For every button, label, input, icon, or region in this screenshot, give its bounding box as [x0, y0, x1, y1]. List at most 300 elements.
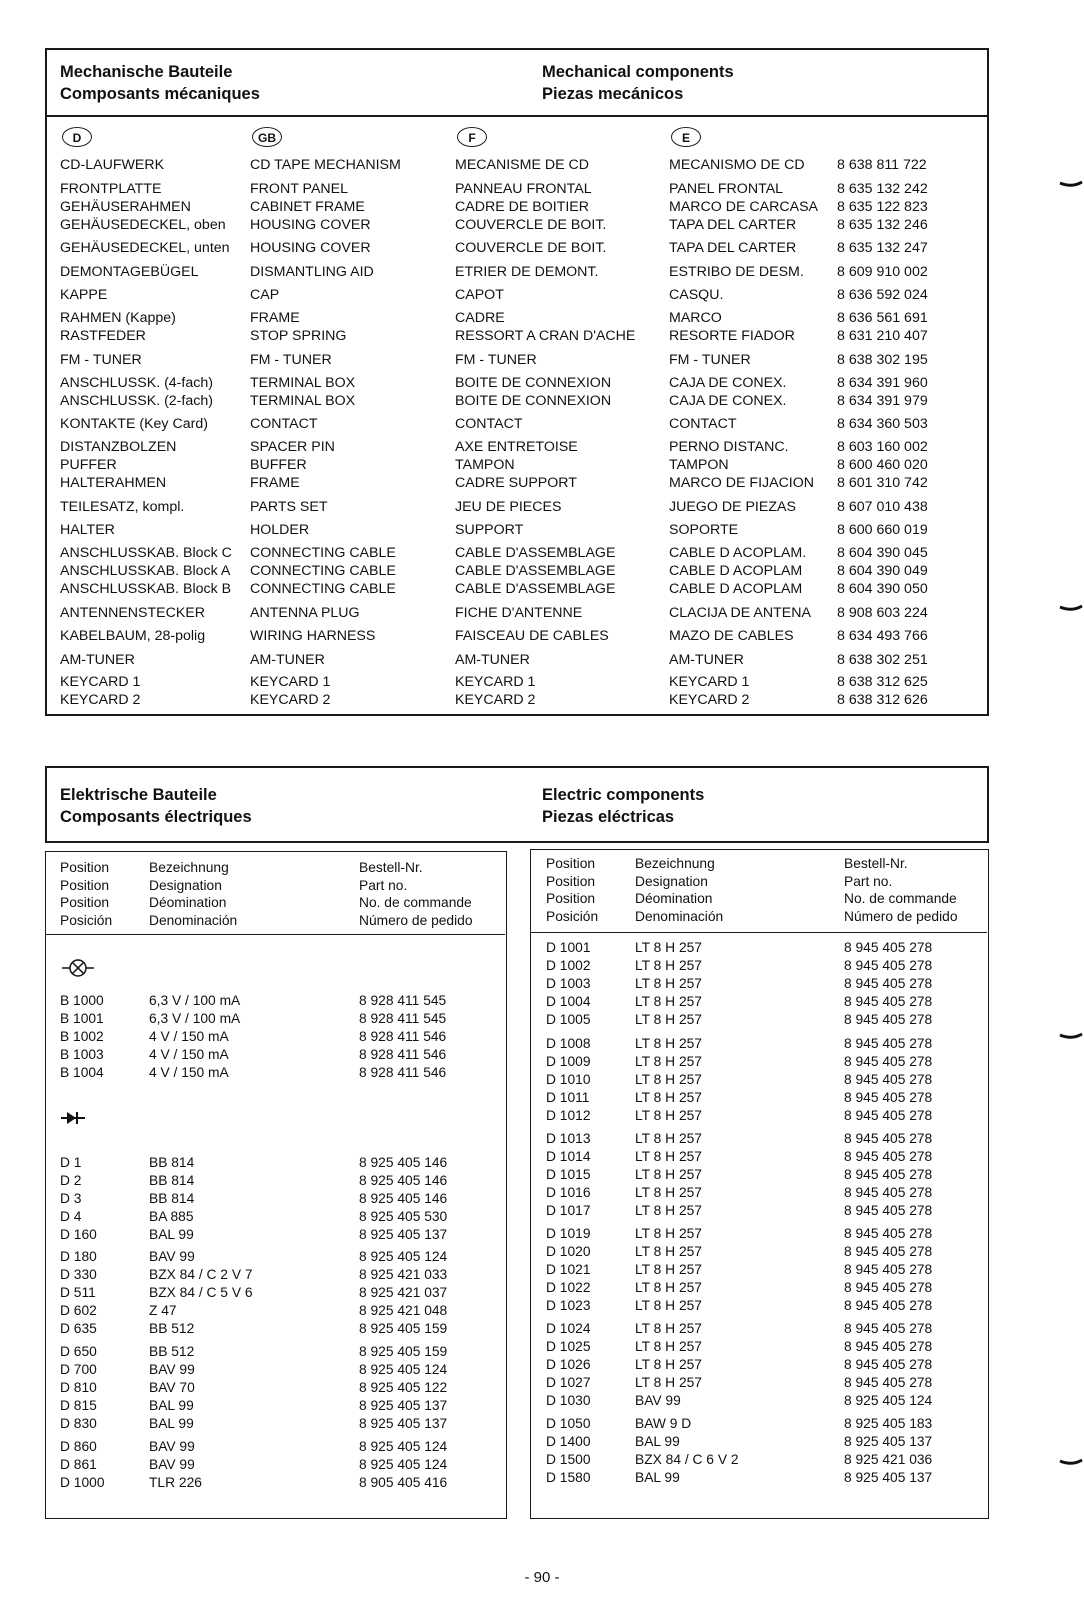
part-number-cell: 8 925 405 122 [359, 1380, 448, 1395]
designation-cell: LT 8 H 257 [635, 1131, 702, 1146]
part-name-de: KAPPE [60, 287, 108, 303]
designation-cell: LT 8 H 257 [635, 1167, 702, 1182]
part-name-fr: MECANISME DE CD [455, 157, 590, 173]
mechanical-header-divider [47, 115, 987, 117]
part-name-fr: COUVERCLE DE BOIT. [455, 217, 607, 233]
part-number-cell: 8 945 405 278 [844, 1131, 933, 1146]
part-number: 8 635 132 247 [837, 240, 928, 256]
col-position-header-right: Position Position Position Posición [546, 856, 599, 924]
part-name-fr: COUVERCLE DE BOIT. [455, 240, 607, 256]
right-table-header-divider [531, 932, 987, 933]
part-name-en: CONNECTING CABLE [250, 563, 396, 579]
part-name-es: CONTACT [669, 416, 737, 432]
part-name-de: KABELBAUM, 28-polig [60, 628, 206, 644]
part-number-cell: 8 925 421 048 [359, 1303, 448, 1318]
designation-cell: 6,3 V / 100 mA [149, 993, 241, 1008]
part-name-fr: CADRE SUPPORT [455, 475, 577, 491]
part-number: 8 604 390 045 [837, 545, 928, 561]
part-name-en: TERMINAL BOX [250, 393, 356, 409]
part-name-fr: FAISCEAU DE CABLES [455, 628, 609, 644]
part-name-de: ANSCHLUSSK. (4-fach) [60, 375, 213, 391]
part-name-de: GEHÄUSERAHMEN [60, 199, 191, 215]
part-name-fr: KEYCARD 2 [455, 692, 536, 708]
designation-cell: BB 814 [149, 1155, 195, 1170]
part-number: 8 638 312 625 [837, 674, 928, 690]
designation-cell: LT 8 H 257 [635, 1012, 702, 1027]
part-number-cell: 8 905 405 416 [359, 1475, 448, 1490]
designation-cell: BZX 84 / C 5 V 6 [149, 1285, 253, 1300]
part-name-es: KEYCARD 1 [669, 674, 750, 690]
col-position-header: Position Position Position Posición [60, 860, 113, 928]
position-cell: D 1580 [546, 1470, 591, 1485]
part-name-en: ANTENNA PLUG [250, 605, 360, 621]
position-cell: D 1015 [546, 1167, 591, 1182]
part-name-fr: AXE ENTRETOISE [455, 439, 578, 455]
position-cell: D 1023 [546, 1298, 591, 1313]
part-name-es: CAJA DE CONEX. [669, 393, 787, 409]
designation-cell: BB 814 [149, 1191, 195, 1206]
part-number-cell: 8 925 405 124 [359, 1457, 448, 1472]
part-name-en: CD TAPE MECHANISM [250, 157, 401, 173]
position-cell: D 1021 [546, 1262, 591, 1277]
position-cell: D 1500 [546, 1452, 591, 1467]
position-cell: D 1008 [546, 1036, 591, 1051]
part-name-en: HOUSING COVER [250, 217, 371, 233]
part-name-fr: CABLE D'ASSEMBLAGE [455, 545, 616, 561]
part-name-en: TERMINAL BOX [250, 375, 356, 391]
designation-cell: LT 8 H 257 [635, 1375, 702, 1390]
part-name-es: CABLE D ACOPLAM [669, 581, 803, 597]
part-name-fr: CONTACT [455, 416, 523, 432]
position-cell: D 635 [60, 1321, 97, 1336]
mechanical-title-fr: Composants mécaniques [60, 85, 260, 103]
position-cell: D 650 [60, 1344, 97, 1359]
part-number-cell: 8 945 405 278 [844, 1167, 933, 1182]
part-number: 8 601 310 742 [837, 475, 928, 491]
part-number: 8 600 460 020 [837, 457, 928, 473]
part-number: 8 638 302 251 [837, 652, 928, 668]
part-name-en: KEYCARD 1 [250, 674, 331, 690]
part-number: 8 634 391 960 [837, 375, 928, 391]
position-cell: D 160 [60, 1227, 97, 1242]
part-name-de: GEHÄUSEDECKEL, unten [60, 240, 230, 256]
position-cell: D 602 [60, 1303, 97, 1318]
lang-de-icon: D [62, 127, 92, 147]
designation-cell: LT 8 H 257 [635, 1298, 702, 1313]
designation-cell: BZX 84 / C 6 V 2 [635, 1452, 739, 1467]
part-name-es: PERNO DISTANC. [669, 439, 789, 455]
part-number-cell: 8 945 405 278 [844, 1244, 933, 1259]
part-number-cell: 8 925 405 124 [844, 1393, 933, 1408]
margin-mark [1058, 604, 1084, 614]
position-cell: D 1016 [546, 1185, 591, 1200]
position-cell: D 1026 [546, 1357, 591, 1372]
mechanical-components-section [45, 48, 989, 716]
part-number-cell: 8 925 405 146 [359, 1155, 448, 1170]
part-number-cell: 8 925 405 530 [359, 1209, 448, 1224]
part-number-cell: 8 945 405 278 [844, 958, 933, 973]
designation-cell: BAV 99 [149, 1249, 195, 1264]
electric-title-de: Elektrische Bauteile [60, 786, 217, 804]
part-number: 8 908 603 224 [837, 605, 928, 621]
designation-cell: 6,3 V / 100 mA [149, 1011, 241, 1026]
position-cell: D 4 [60, 1209, 82, 1224]
part-number-cell: 8 925 405 124 [359, 1362, 448, 1377]
part-name-es: RESORTE FIADOR [669, 328, 795, 344]
part-name-fr: SUPPORT [455, 522, 524, 538]
designation-cell: LT 8 H 257 [635, 1108, 702, 1123]
part-number-cell: 8 945 405 278 [844, 1185, 933, 1200]
position-cell: D 2 [60, 1173, 82, 1188]
part-name-en: FRONT PANEL [250, 181, 349, 197]
part-number-cell: 8 925 405 137 [359, 1416, 448, 1431]
part-name-en: BUFFER [250, 457, 307, 473]
part-name-de: ANSCHLUSSK. (2-fach) [60, 393, 213, 409]
part-name-es: SOPORTE [669, 522, 739, 538]
position-cell: D 1 [60, 1155, 82, 1170]
position-cell: B 1003 [60, 1047, 104, 1062]
designation-cell: LT 8 H 257 [635, 1244, 702, 1259]
designation-cell: LT 8 H 257 [635, 1036, 702, 1051]
part-name-de: CD-LAUFWERK [60, 157, 165, 173]
part-number: 8 635 122 823 [837, 199, 928, 215]
lang-f-icon: F [457, 127, 487, 147]
part-name-es: MARCO DE FIJACION [669, 475, 815, 491]
position-cell: D 511 [60, 1285, 96, 1300]
part-number-cell: 8 945 405 278 [844, 1149, 933, 1164]
col-designation-header: Bezeichnung Designation Déomination Denominación [149, 860, 238, 928]
part-number-cell: 8 945 405 278 [844, 1375, 933, 1390]
part-number-cell: 8 945 405 278 [844, 1298, 933, 1313]
part-name-en: CONNECTING CABLE [250, 581, 396, 597]
col-partno-header: Bestell-Nr. Part no. No. de commande Número de pedido [359, 860, 473, 928]
position-cell: D 1000 [60, 1475, 105, 1490]
part-number-cell: 8 945 405 278 [844, 1012, 933, 1027]
designation-cell: BAV 99 [149, 1362, 195, 1377]
designation-cell: BAV 99 [149, 1439, 195, 1454]
part-number-cell: 8 925 405 183 [844, 1416, 933, 1431]
designation-cell: LT 8 H 257 [635, 1203, 702, 1218]
part-name-es: MARCO DE CARCASA [669, 199, 818, 215]
col-partno-header-right: Bestell-Nr. Part no. No. de commande Número de pedido [844, 856, 958, 924]
part-name-de: AM-TUNER [60, 652, 135, 668]
designation-cell: BAL 99 [635, 1434, 680, 1449]
part-name-de: KONTAKTE (Key Card) [60, 416, 208, 432]
designation-cell: LT 8 H 257 [635, 1185, 702, 1200]
designation-cell: LT 8 H 257 [635, 1072, 702, 1087]
position-cell: D 700 [60, 1362, 97, 1377]
part-number-cell: 8 928 411 546 [359, 1029, 447, 1044]
designation-cell: LT 8 H 257 [635, 1090, 702, 1105]
part-name-de: ANSCHLUSSKAB. Block A [60, 563, 231, 579]
part-name-en: FRAME [250, 310, 300, 326]
position-cell: D 1019 [546, 1226, 591, 1241]
position-cell: D 180 [60, 1249, 97, 1264]
electric-table-right [530, 849, 989, 1519]
designation-cell: BAV 70 [149, 1380, 195, 1395]
designation-cell: BAL 99 [149, 1398, 194, 1413]
lamp-symbol-icon [60, 955, 96, 981]
part-number: 8 600 660 019 [837, 522, 928, 538]
designation-cell: LT 8 H 257 [635, 1226, 702, 1241]
left-table-header-divider [46, 934, 505, 935]
part-name-en: KEYCARD 2 [250, 692, 331, 708]
designation-cell: BA 885 [149, 1209, 194, 1224]
part-name-de: HALTER [60, 522, 115, 538]
position-cell: D 1025 [546, 1339, 591, 1354]
part-number-cell: 8 945 405 278 [844, 1108, 933, 1123]
part-name-de: FRONTPLATTE [60, 181, 162, 197]
part-name-es: PANEL FRONTAL [669, 181, 784, 197]
margin-mark [1058, 180, 1084, 190]
designation-cell: LT 8 H 257 [635, 1262, 702, 1277]
part-name-es: TAPA DEL CARTER [669, 217, 797, 233]
part-name-es: CLACIJA DE ANTENA [669, 605, 811, 621]
designation-cell: LT 8 H 257 [635, 976, 702, 991]
position-cell: D 1014 [546, 1149, 591, 1164]
part-name-de: DEMONTAGEBÜGEL [60, 264, 199, 280]
position-cell: D 1011 [546, 1090, 590, 1105]
designation-cell: 4 V / 150 mA [149, 1047, 229, 1062]
part-number: 8 609 910 002 [837, 264, 928, 280]
mechanical-title-en: Mechanical components [542, 63, 734, 81]
position-cell: D 810 [60, 1380, 97, 1395]
part-name-es: KEYCARD 2 [669, 692, 750, 708]
designation-cell: BAL 99 [635, 1470, 680, 1485]
margin-mark [1058, 1032, 1084, 1042]
part-name-es: CAJA DE CONEX. [669, 375, 787, 391]
part-name-en: CAP [250, 287, 280, 303]
part-name-es: JUEGO DE PIEZAS [669, 499, 796, 515]
position-cell: D 1017 [546, 1203, 591, 1218]
part-name-fr: CABLE D'ASSEMBLAGE [455, 581, 616, 597]
designation-cell: LT 8 H 257 [635, 1054, 702, 1069]
margin-mark [1058, 1458, 1084, 1468]
designation-cell: BAV 99 [635, 1393, 681, 1408]
part-name-es: TAPA DEL CARTER [669, 240, 797, 256]
part-number-cell: 8 945 405 278 [844, 1226, 933, 1241]
part-number-cell: 8 945 405 278 [844, 1090, 933, 1105]
designation-cell: LT 8 H 257 [635, 940, 702, 955]
lang-gb-icon: GB [252, 127, 282, 147]
electric-title-en: Electric components [542, 786, 705, 804]
designation-cell: BAV 99 [149, 1457, 195, 1472]
part-number: 8 604 390 050 [837, 581, 928, 597]
designation-cell: LT 8 H 257 [635, 1339, 702, 1354]
electric-table-left [45, 851, 507, 1519]
part-name-en: AM-TUNER [250, 652, 325, 668]
part-name-es: MARCO [669, 310, 722, 326]
part-number-cell: 8 925 405 146 [359, 1173, 448, 1188]
designation-cell: LT 8 H 257 [635, 1321, 702, 1336]
part-number-cell: 8 925 405 146 [359, 1191, 448, 1206]
part-name-en: STOP SPRING [250, 328, 347, 344]
position-cell: D 330 [60, 1267, 97, 1282]
part-name-de: ANSCHLUSSKAB. Block B [60, 581, 232, 597]
designation-cell: BB 512 [149, 1344, 195, 1359]
part-number: 8 638 811 722 [837, 157, 927, 173]
part-name-de: TEILESATZ, kompl. [60, 499, 185, 515]
part-number: 8 634 391 979 [837, 393, 928, 409]
part-number-cell: 8 928 411 546 [359, 1065, 447, 1080]
part-name-de: KEYCARD 1 [60, 674, 141, 690]
part-name-en: WIRING HARNESS [250, 628, 376, 644]
designation-cell: TLR 226 [149, 1475, 202, 1490]
part-name-fr: FM - TUNER [455, 352, 537, 368]
part-name-de: KEYCARD 2 [60, 692, 141, 708]
part-name-en: PARTS SET [250, 499, 328, 515]
mechanical-title-de: Mechanische Bauteile [60, 63, 233, 81]
part-number-cell: 8 945 405 278 [844, 1280, 933, 1295]
designation-cell: LT 8 H 257 [635, 994, 702, 1009]
position-cell: D 1050 [546, 1416, 591, 1431]
part-number-cell: 8 945 405 278 [844, 1357, 933, 1372]
part-name-es: MAZO DE CABLES [669, 628, 794, 644]
position-cell: D 1022 [546, 1280, 591, 1295]
designation-cell: BAL 99 [149, 1227, 194, 1242]
designation-cell: LT 8 H 257 [635, 1280, 702, 1295]
mechanical-title-es: Piezas mecánicos [542, 85, 684, 103]
part-name-es: MECANISMO DE CD [669, 157, 805, 173]
part-name-de: RAHMEN (Kappe) [60, 310, 176, 326]
designation-cell: BAL 99 [149, 1416, 194, 1431]
position-cell: D 1020 [546, 1244, 591, 1259]
part-number-cell: 8 928 411 545 [359, 1011, 447, 1026]
position-cell: D 1030 [546, 1393, 591, 1408]
part-name-fr: BOITE DE CONNEXION [455, 393, 612, 409]
part-number-cell: 8 925 421 036 [844, 1452, 933, 1467]
position-cell: D 1004 [546, 994, 591, 1009]
part-number-cell: 8 945 405 278 [844, 1054, 933, 1069]
part-name-fr: CAPOT [455, 287, 504, 303]
part-name-de: ANTENNENSTECKER [60, 605, 206, 621]
position-cell: D 1002 [546, 958, 591, 973]
part-number: 8 635 132 242 [837, 181, 928, 197]
part-number-cell: 8 925 405 159 [359, 1321, 448, 1336]
part-name-fr: ETRIER DE DEMONT. [455, 264, 599, 280]
position-cell: D 861 [60, 1457, 97, 1472]
part-number-cell: 8 945 405 278 [844, 940, 933, 955]
position-cell: D 1001 [546, 940, 591, 955]
part-name-fr: CADRE DE BOITIER [455, 199, 590, 215]
part-number: 8 636 561 691 [837, 310, 928, 326]
part-name-en: FM - TUNER [250, 352, 332, 368]
part-number-cell: 8 925 405 124 [359, 1249, 448, 1264]
position-cell: D 860 [60, 1439, 97, 1454]
part-name-es: CASQU. [669, 287, 724, 303]
part-number-cell: 8 925 405 137 [844, 1434, 933, 1449]
part-number-cell: 8 945 405 278 [844, 976, 933, 991]
part-number-cell: 8 945 405 278 [844, 1262, 933, 1277]
part-name-en: CONTACT [250, 416, 318, 432]
part-name-de: ANSCHLUSSKAB. Block C [60, 545, 232, 561]
position-cell: D 815 [60, 1398, 97, 1413]
part-name-fr: FICHE D'ANTENNE [455, 605, 583, 621]
part-name-de: RASTFEDER [60, 328, 146, 344]
part-number-cell: 8 925 405 124 [359, 1439, 448, 1454]
designation-cell: 4 V / 150 mA [149, 1029, 229, 1044]
designation-cell: 4 V / 150 mA [149, 1065, 229, 1080]
position-cell: D 830 [60, 1416, 97, 1431]
designation-cell: BB 814 [149, 1173, 195, 1188]
part-number-cell: 8 945 405 278 [844, 994, 933, 1009]
part-name-fr: TAMPON [455, 457, 515, 473]
part-name-es: ESTRIBO DE DESM. [669, 264, 804, 280]
lang-e-icon: E [671, 127, 701, 147]
part-name-es: FM - TUNER [669, 352, 751, 368]
position-cell: D 1013 [546, 1131, 591, 1146]
part-name-en: DISMANTLING AID [250, 264, 374, 280]
designation-cell: BAW 9 D [635, 1416, 692, 1431]
electric-title-fr: Composants électriques [60, 808, 252, 826]
part-number: 8 638 302 195 [837, 352, 928, 368]
part-number-cell: 8 925 405 137 [359, 1227, 448, 1242]
part-name-es: TAMPON [669, 457, 729, 473]
part-name-en: CONNECTING CABLE [250, 545, 396, 561]
part-number-cell: 8 928 411 546 [359, 1047, 447, 1062]
part-number: 8 634 493 766 [837, 628, 928, 644]
designation-cell: LT 8 H 257 [635, 1149, 702, 1164]
part-name-fr: PANNEAU FRONTAL [455, 181, 592, 197]
part-name-de: FM - TUNER [60, 352, 142, 368]
part-number: 8 636 592 024 [837, 287, 928, 303]
part-name-en: FRAME [250, 475, 300, 491]
part-number: 8 635 132 246 [837, 217, 928, 233]
part-name-fr: BOITE DE CONNEXION [455, 375, 612, 391]
electric-components-section [45, 766, 989, 843]
part-name-en: SPACER PIN [250, 439, 335, 455]
part-number-cell: 8 945 405 278 [844, 1072, 933, 1087]
part-name-en: HOUSING COVER [250, 240, 371, 256]
part-number-cell: 8 925 421 037 [359, 1285, 448, 1300]
part-name-fr: JEU DE PIECES [455, 499, 562, 515]
position-cell: B 1002 [60, 1029, 104, 1044]
electric-title-es: Piezas eléctricas [542, 808, 675, 826]
position-cell: B 1000 [60, 993, 104, 1008]
part-number-cell: 8 945 405 278 [844, 1036, 933, 1051]
position-cell: D 1027 [546, 1375, 591, 1390]
part-number-cell: 8 945 405 278 [844, 1321, 933, 1336]
designation-cell: Z 47 [149, 1303, 177, 1318]
position-cell: D 1012 [546, 1108, 591, 1123]
part-number: 8 631 210 407 [837, 328, 928, 344]
part-number: 8 607 010 438 [837, 499, 928, 515]
part-number-cell: 8 928 411 545 [359, 993, 447, 1008]
position-cell: B 1004 [60, 1065, 104, 1080]
position-cell: D 1009 [546, 1054, 591, 1069]
position-cell: D 1010 [546, 1072, 591, 1087]
part-number: 8 603 160 002 [837, 439, 928, 455]
part-name-es: CABLE D ACOPLAM. [669, 545, 807, 561]
position-cell: D 1024 [546, 1321, 591, 1336]
position-cell: D 1003 [546, 976, 591, 991]
part-name-es: CABLE D ACOPLAM [669, 563, 803, 579]
diode-symbol-icon [60, 1110, 86, 1126]
part-name-de: PUFFER [60, 457, 117, 473]
part-name-fr: AM-TUNER [455, 652, 530, 668]
part-name-fr: RESSORT A CRAN D'ACHE [455, 328, 636, 344]
part-name-fr: CABLE D'ASSEMBLAGE [455, 563, 616, 579]
part-number-cell: 8 925 421 033 [359, 1267, 448, 1282]
page-number: - 90 - [524, 1569, 560, 1586]
part-name-de: GEHÄUSEDECKEL, oben [60, 217, 226, 233]
designation-cell: LT 8 H 257 [635, 1357, 702, 1372]
part-number: 8 638 312 626 [837, 692, 928, 708]
part-number-cell: 8 945 405 278 [844, 1339, 933, 1354]
part-number-cell: 8 925 405 159 [359, 1344, 448, 1359]
part-name-de: DISTANZBOLZEN [60, 439, 177, 455]
part-name-fr: CADRE [455, 310, 505, 326]
